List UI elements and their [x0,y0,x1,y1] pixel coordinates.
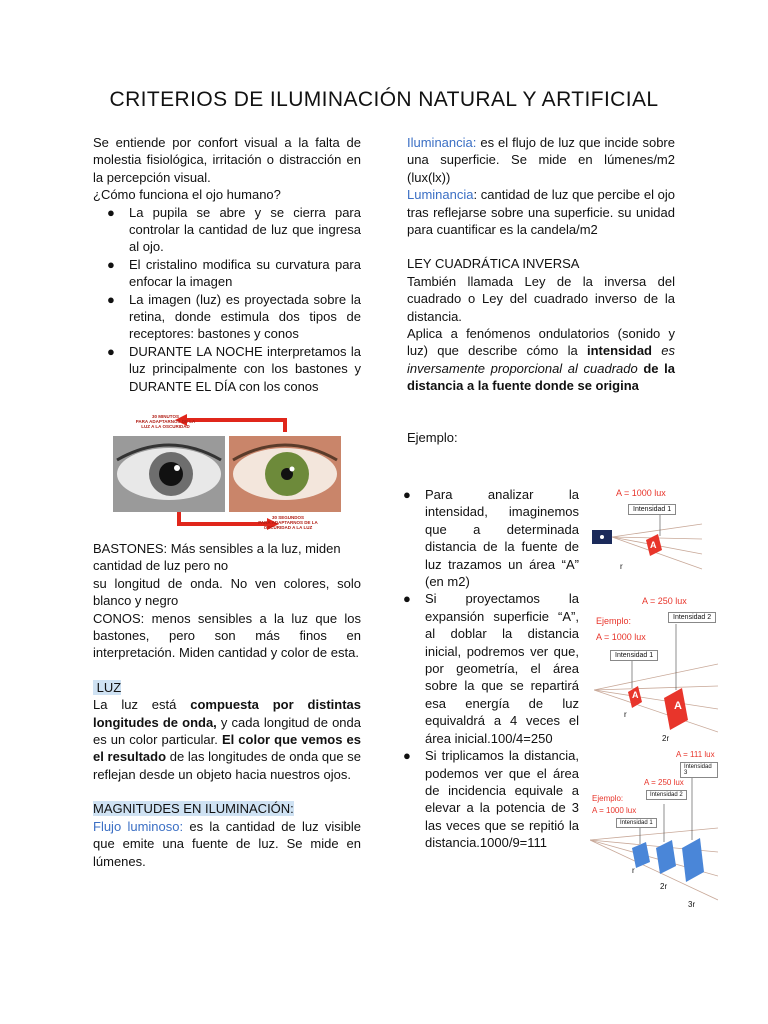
list-item: ● Si proyectamos la expansión superficie “A”, al doblar la distancia inicial, podremos ver que, por geometría, el área sobre la que se repartirá esa energía de luz equivaldrá a 4 veces el área inicial.100/4=250 [403,591,579,746]
lux-label: A = 111 lux [676,750,715,759]
distance-label: 2r [662,734,670,743]
list-item: ● Para analizar la intensidad, imaginemos que a determinada distancia de la fuente de luz trazamos un área “A” (en m2) [403,487,579,590]
example-bullets [393,486,593,852]
bullet-icon: ● [107,204,115,220]
inverse-square-figure-3 [590,748,718,914]
list-item: ● La imagen (luz) es proyectada sobre la retina, donde estimula dos tipos de receptores: bastones y conos [107,291,361,342]
ley-heading: LEY CUADRÁTICA INVERSA [407,256,580,272]
list-item: ● DURANTE LA NOCHE interpretamos la luz principalmente con los bastones y DURANTE EL DÍA con los conos [107,343,361,394]
bastones-paragraph-2: su longitud de onda. No ven colores, solo blanco y negro [93,575,361,609]
bullet-icon: ● [107,291,115,307]
distance-label: r [632,866,635,875]
bottom-label: PARA ADAPTARNOS DE LA [258,520,318,525]
magnitudes-heading: MAGNITUDES EN ILUMINACIÓN: [93,801,294,817]
bottom-label: OSCURIDAD A LA LUZ [263,525,313,530]
intensity-box: Intensidad 1 [616,818,657,828]
list-item: ● Si triplicamos la distancia, podemos ver que el área de incidencia equivale a elevar a la potencia de 3 las veces que se repitió la distancia.1000/9=111 [403,748,579,851]
bullet-icon: ● [107,256,115,272]
eye-adaptation-figure [113,414,341,532]
area-label: A [674,700,682,712]
ejemplo-label: Ejemplo: [407,429,458,445]
conos-paragraph: CONOS: menos sensibles a la luz que los bastones, pero son más finos en interpretación. Miden cantidad y color de esta. [93,610,361,661]
page-title: CRITERIOS DE ILUMINACIÓN NATURAL Y ARTIFICIAL [109,88,659,111]
lux-label: A = 250 lux [644,778,684,787]
luminancia-paragraph: Luminancia: cantidad de luz que percibe el ojo tras reflejarse sobre una superficie. su unidad para cuantificar es la candela/m2 [407,187,675,238]
eye-question: ¿Cómo funciona el ojo humano? [93,187,281,203]
bottom-label: 30 SEGUNDOS [271,515,304,520]
lux-label: A = 250 lux [642,596,687,606]
intensity-box: Intensidad 2 [646,790,687,800]
top-label: LUZ A LA OSCURIDAD [141,424,190,429]
top-label: 30 MINUTOS [152,414,179,419]
ley-paragraph: También llamada Ley de la inversa del cuadrado o Ley del cuadrado inverso de la distancia. [407,273,675,324]
area-label: A [632,690,639,700]
distance-label: 3r [688,900,696,909]
aplica-paragraph: Aplica a fenómenos ondulatorios (sonido y luz) que describe cómo la intensidad es inversamente proporcional al cuadrado de la distancia a la fuente donde se origina [407,326,675,394]
intro-paragraph: Se entiende por confort visual a la falta de molestia fisiológica, irritación o distracción en la percepción visual. [93,135,361,185]
left-column-lower [93,540,361,870]
flujo-paragraph: Flujo luminoso: es la cantidad de luz visible que emite una fuente de luz. Se mide en lúmenes. [93,818,361,869]
left-column [93,134,361,395]
bullet-icon: ● [403,591,411,607]
inverse-square-figure-1 [592,484,712,574]
intensity-box: Intensidad 3 [680,762,718,778]
distance-label: 2r [660,882,668,891]
intensity-box: Intensidad 1 [610,650,658,661]
bastones-paragraph: BASTONES: Más sensibles a la luz, miden cantidad de luz pero no [93,541,341,574]
lux-label: A = 1000 lux [592,806,637,815]
distance-label: r [624,710,627,719]
ejemplo-label: Ejemplo: [596,616,632,626]
ejemplo-label: Ejemplo: [592,794,624,803]
luz-heading: LUZ [93,680,121,695]
eye-bullet-list [93,204,361,395]
area-label: A [650,540,657,550]
lux-label: A = 1000 lux [596,632,646,642]
distance-label: r [620,562,623,571]
list-item: ● El cristalino modifica su curvatura para enfocar la imagen [107,256,361,290]
top-label: PARA ADAPTARNOS DE LA [135,419,196,424]
intensity-box: Intensidad 2 [668,612,716,623]
inverse-square-figure-2 [594,594,718,750]
intensity-box: Intensidad 1 [628,504,676,515]
bullet-icon: ● [403,487,411,502]
lux-label: A = 1000 lux [616,488,666,498]
bullet-icon: ● [403,748,411,764]
bullet-icon: ● [107,343,115,359]
list-item: ● La pupila se abre y se cierra para controlar la cantidad de luz que ingresa al ojo. [107,204,361,255]
right-column [407,134,675,446]
luz-paragraph: La luz está compuesta por distintas longitudes de onda, y cada longitud de onda es un color particular. El color que vemos es el resultado de las longitudes de onda que se reflejan desde un objeto hacia nuestros ojos. [93,697,361,782]
iluminancia-paragraph: Iluminancia: es el flujo de luz que incide sobre una superficie. Se mide en lúmenes/m2 (lux(lx)) [407,135,675,185]
